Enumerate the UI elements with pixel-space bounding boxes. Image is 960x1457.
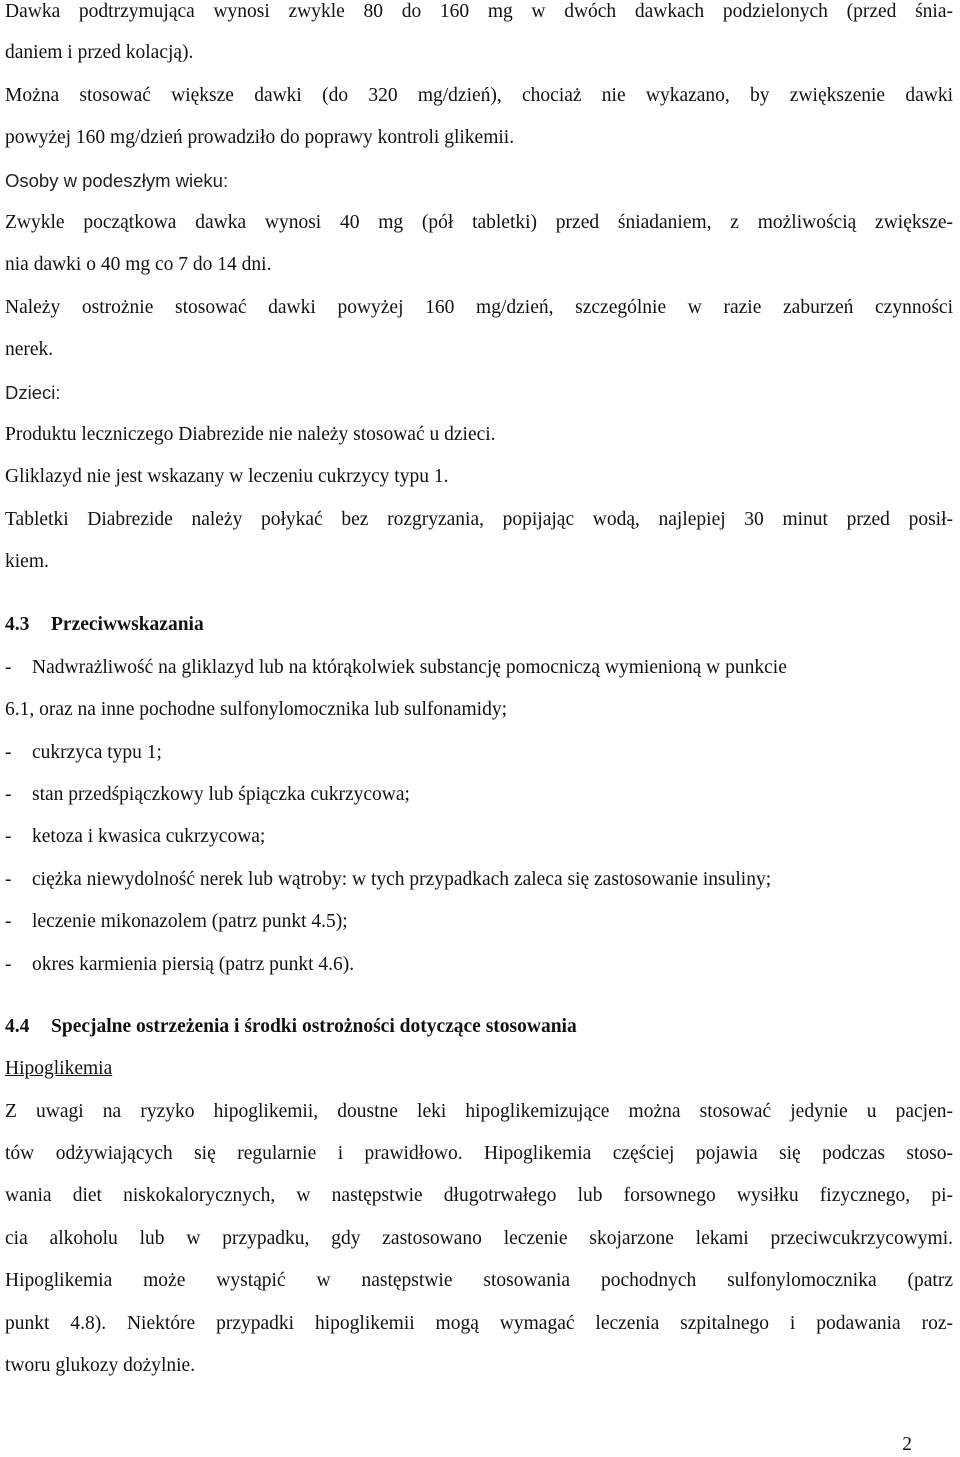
paragraph-line: nia dawki o 40 mg co 7 do 14 dni. bbox=[5, 254, 272, 275]
list-item-text: ciężka niewydolność nerek lub wątroby: w tych przypadkach zaleca się zastosowanie insuliny; bbox=[32, 869, 772, 890]
list-item-text: cukrzyca typu 1; bbox=[32, 742, 162, 763]
section-number: 4.4 bbox=[5, 1016, 30, 1037]
paragraph-line: Należy ostrożnie stosować dawki powyżej 160 mg/dzień, szczególnie w razie zaburzeń czynności bbox=[5, 297, 953, 318]
subheading-children: Dzieci: bbox=[5, 382, 61, 403]
paragraph-line: Dawka podtrzymująca wynosi zwykle 80 do 160 mg w dwóch dawkach podzielonych (przed śnia- bbox=[5, 1, 953, 22]
section-title: Specjalne ostrzeżenia i środki ostrożności dotyczące stosowania bbox=[51, 1016, 577, 1037]
paragraph-line: Produktu leczniczego Diabrezide nie należy stosować u dzieci. bbox=[5, 424, 496, 445]
paragraph-line: Można stosować większe dawki (do 320 mg/dzień), chociaż nie wykazano, by zwiększenie dawki bbox=[5, 85, 953, 106]
subheading-elderly: Osoby w podeszłym wieku: bbox=[5, 170, 229, 191]
contraindication-item bbox=[5, 868, 771, 892]
paragraph-line: Gliklazyd nie jest wskazany w leczeniu cukrzycy typu 1. bbox=[5, 466, 449, 487]
paragraph-line: punkt 4.8). Niektóre przypadki hipoglikemii mogą wymagać leczenia szpitalnego i podawania roz- bbox=[5, 1313, 953, 1334]
list-item-text: 6.1, oraz na inne pochodne sulfonylomocznika lub sulfonamidy; bbox=[5, 699, 508, 720]
paragraph-line: daniem i przed kolacją). bbox=[5, 42, 194, 63]
contraindication-item bbox=[5, 825, 265, 849]
paragraph-line: tworu glukozy dożylnie. bbox=[5, 1355, 196, 1376]
section-heading-4-3 bbox=[5, 613, 204, 637]
paragraph-line: tów odżywiających się regularnie i prawidłowo. Hipoglikemia częściej pojawia się podczas stoso- bbox=[5, 1143, 953, 1164]
contraindication-item bbox=[5, 656, 787, 680]
page-number: 2 bbox=[902, 1434, 912, 1455]
paragraph-line: Z uwagi na ryzyko hipoglikemii, doustne leki hipoglikemizujące można stosować jedynie u pacjen- bbox=[5, 1101, 953, 1122]
contraindication-item bbox=[5, 910, 348, 934]
contraindication-item bbox=[5, 741, 162, 765]
paragraph-line: cia alkoholu lub w przypadku, gdy zastosowano leczenie skojarzone lekami przeciwcukrzycowymi. bbox=[5, 1228, 953, 1249]
contraindication-item bbox=[5, 953, 354, 977]
contraindication-item-continuation bbox=[5, 698, 507, 722]
paragraph-line: Hipoglikemia może wystąpić w następstwie stosowania pochodnych sulfonylomocznika (patrz bbox=[5, 1270, 953, 1291]
list-item-text: stan przedśpiączkowy lub śpiączka cukrzycowa; bbox=[32, 784, 410, 805]
section-number: 4.3 bbox=[5, 614, 30, 635]
list-item-text: Nadwrażliwość na gliklazyd lub na którąkolwiek substancję pomocniczą wymienioną w punkcie bbox=[32, 657, 787, 678]
list-dash: - bbox=[5, 742, 12, 763]
paragraph-line: wania diet niskokalorycznych, w następstwie długotrwałego lub forsownego wysiłku fizycznego, pi- bbox=[5, 1185, 953, 1206]
contraindication-item bbox=[5, 783, 410, 807]
list-item-text: okres karmienia piersią (patrz punkt 4.6). bbox=[32, 954, 355, 975]
subheading-hypoglycemia: Hipoglikemia bbox=[5, 1058, 113, 1079]
section-title: Przeciwwskazania bbox=[51, 614, 204, 635]
paragraph-line: kiem. bbox=[5, 551, 49, 572]
paragraph-line: powyżej 160 mg/dzień prowadziło do poprawy kontroli glikemii. bbox=[5, 127, 515, 148]
section-heading-4-4 bbox=[5, 1015, 577, 1039]
list-dash: - bbox=[5, 826, 12, 847]
list-dash: - bbox=[5, 784, 12, 805]
list-dash: - bbox=[5, 911, 12, 932]
list-item-text: ketoza i kwasica cukrzycowa; bbox=[32, 826, 266, 847]
list-dash: - bbox=[5, 657, 12, 678]
paragraph-line: nerek. bbox=[5, 339, 54, 360]
paragraph-line: Tabletki Diabrezide należy połykać bez rozgryzania, popijając wodą, najlepiej 30 minut przed posił- bbox=[5, 509, 953, 530]
list-dash: - bbox=[5, 954, 12, 975]
list-item-text: leczenie mikonazolem (patrz punkt 4.5); bbox=[32, 911, 348, 932]
list-dash: - bbox=[5, 869, 12, 890]
paragraph-line: Zwykle początkowa dawka wynosi 40 mg (pół tabletki) przed śniadaniem, z możliwością zwiększe- bbox=[5, 212, 953, 233]
